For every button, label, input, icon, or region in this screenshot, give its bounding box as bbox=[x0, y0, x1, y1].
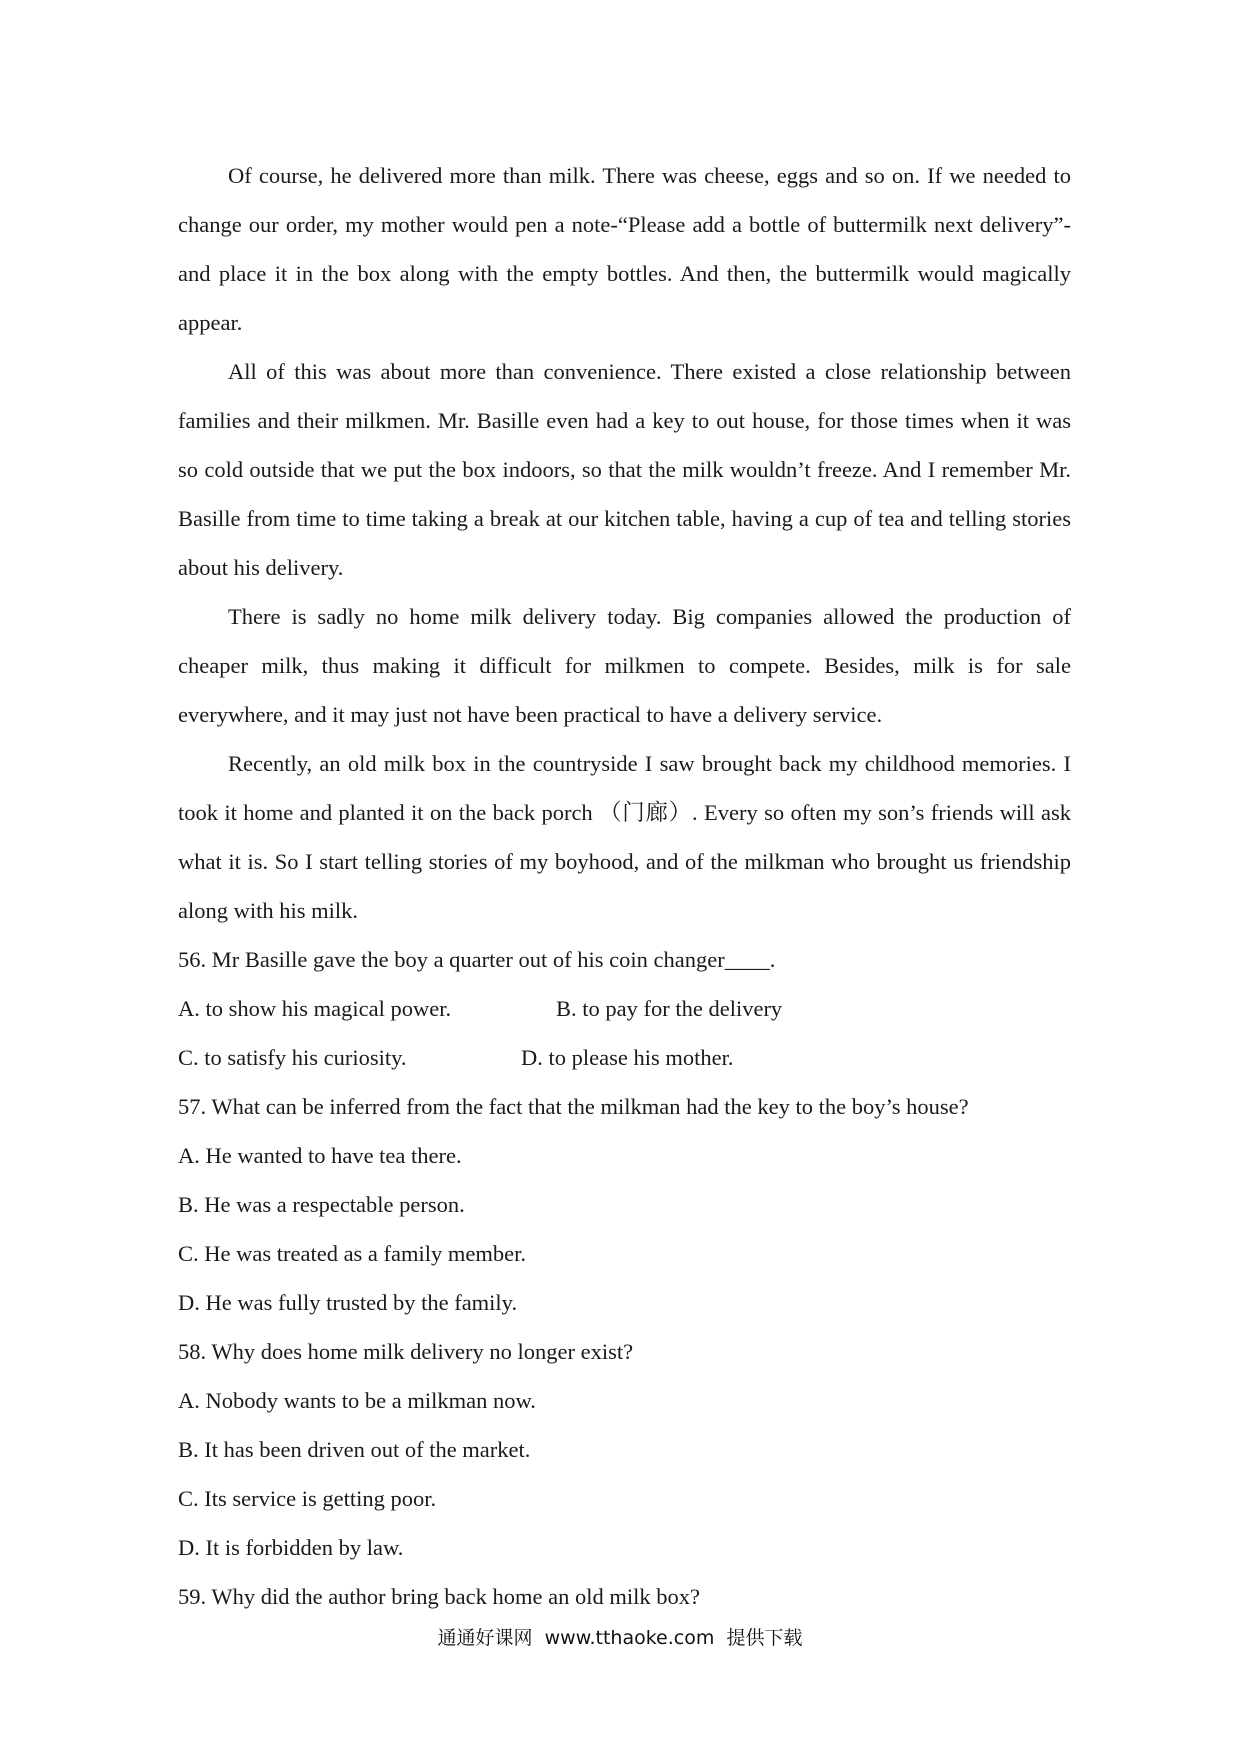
question-57-option-d: D. He was fully trusted by the family. bbox=[178, 1290, 518, 1315]
footer-tagline: 提供下载 bbox=[726, 1627, 803, 1649]
question-57-stem: 57. What can be inferred from the fact that the milkman had the key to the boy’s house? bbox=[178, 1094, 969, 1119]
question-57-option-a: A. He wanted to have tea there. bbox=[178, 1143, 462, 1168]
question-57-option-b: B. He was a respectable person. bbox=[178, 1192, 465, 1217]
question-56-option-b: B. to pay for the delivery bbox=[556, 996, 783, 1021]
question-58-option-d: D. It is forbidden by law. bbox=[178, 1535, 404, 1560]
passage-paragraph-1: Of course, he delivered more than milk. There was cheese, eggs and so on. If we needed to change our order, my mother would pen a note-“Please add a bottle of buttermilk next delivery”-and place it in the box along with the empty bottles. And then, the buttermilk would magically appear. bbox=[178, 163, 1071, 335]
footer-site-name: 通通好课网 bbox=[437, 1627, 533, 1649]
question-58-option-c: C. Its service is getting poor. bbox=[178, 1486, 437, 1511]
question-58-stem: 58. Why does home milk delivery no longer exist? bbox=[178, 1339, 634, 1364]
passage-paragraph-2: All of this was about more than convenience. There existed a close relationship between families and their milkmen. Mr. Basille even had a key to out house, for those times when it was so cold outside that we put the box indoors, so that the milk wouldn’t freeze. And I remember Mr. Basille from time to time taking a break at our kitchen table, having a cup of tea and telling stories about his delivery. bbox=[178, 359, 1071, 580]
footer-url: www.tthaoke.com bbox=[544, 1627, 715, 1649]
question-56-options-row-2 bbox=[178, 1033, 1071, 1082]
passage-paragraph-4: Recently, an old milk box in the countryside I saw brought back my childhood memories. I took it home and planted it on the back porch （门廊）. Every so often my son’s friends will ask what it is. So I start telling stories of my boyhood, and of the milkman who brought us friendship along with his milk. bbox=[178, 751, 1071, 923]
question-57-option-c: C. He was treated as a family member. bbox=[178, 1241, 527, 1266]
question-56-option-d: D. to please his mother. bbox=[521, 1045, 734, 1070]
question-56-options-row-1 bbox=[178, 984, 1071, 1033]
passage-paragraph-3: There is sadly no home milk delivery today. Big companies allowed the production of cheaper milk, thus making it difficult for milkmen to compete. Besides, milk is for sale everywhere, and it may just not have been practical to have a delivery service. bbox=[178, 604, 1071, 727]
page-content bbox=[178, 151, 1071, 1621]
question-58-option-a: A. Nobody wants to be a milkman now. bbox=[178, 1388, 536, 1413]
question-56-option-c: C. to satisfy his curiosity. bbox=[178, 1045, 407, 1070]
page-footer bbox=[0, 1623, 1240, 1650]
question-58-option-b: B. It has been driven out of the market. bbox=[178, 1437, 531, 1462]
question-56-stem: 56. Mr Basille gave the boy a quarter out of his coin changer____. bbox=[178, 947, 776, 972]
question-56-option-a: A. to show his magical power. bbox=[178, 996, 452, 1021]
question-59-stem: 59. Why did the author bring back home an old milk box? bbox=[178, 1584, 700, 1609]
